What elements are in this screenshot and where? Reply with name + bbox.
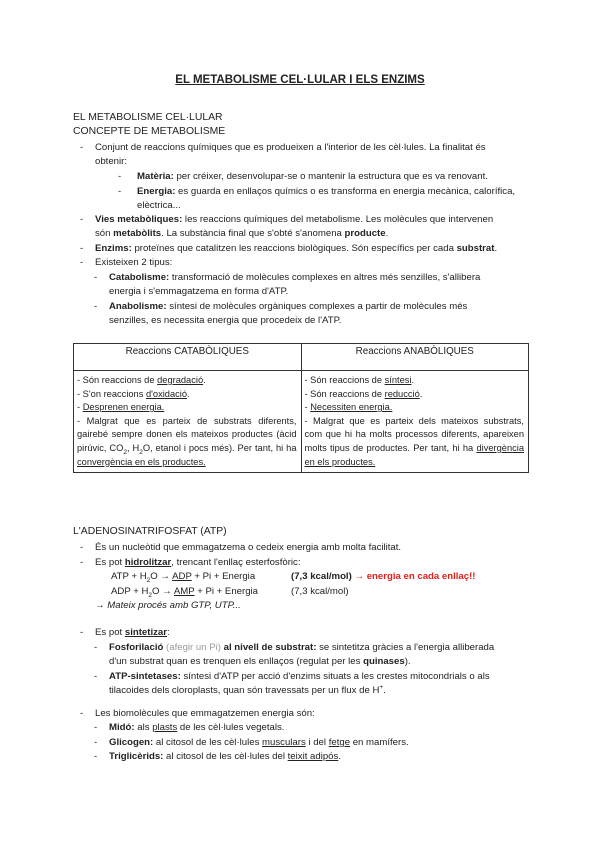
bullet-anabolisme-line2: senzilles, es necessita energia que procedeix de l'ATP.	[109, 315, 342, 326]
bullet-dash: -	[94, 722, 98, 733]
bullet-dash: -	[80, 214, 84, 225]
bullet-conjunt-line1: Conjunt de reaccions químiques que es produeixen a l'interior de les cèl·lules. La finalitat és	[95, 142, 486, 153]
table-cell-anabolic: - Són reaccions de síntesi. - Són reaccions de reducció. - Necessiten energia. - Malgrat que es parteix dels mateixos substrats, com que hi ha molts processos diferents, apareixen molts tipus de productes. Per tant, hi ha divergència en els productes.	[301, 371, 529, 473]
bullet-energia-line2: elèctrica...	[137, 200, 181, 211]
bullet-nucleotid: És un nucleòtid que emmagatzema o cedeix energia amb molta facilitat.	[95, 542, 402, 553]
document-title: EL METABOLISME CEL·LULAR I ELS ENZIMS	[175, 74, 425, 86]
bullet-dash: -	[118, 186, 122, 197]
bullet-tipus: Existeixen 2 tipus:	[95, 257, 173, 268]
subheading-concepte: CONCEPTE DE METABOLISME	[73, 126, 226, 137]
section-heading-metabolisme: EL METABOLISME CEL·LULAR	[73, 112, 223, 123]
bullet-fosforilacio: Fosforilació (afegir un Pi) al nivell de substrat: se sintetitza gràcies a l'energia alliberada	[109, 642, 495, 653]
table-header-catabolic: Reaccions CATABÒLIQUES	[74, 344, 302, 371]
equation-atp: ATP + $H_2O$ → ADP + Pi + Energia	[111, 571, 256, 584]
table-header-anabolic: Reaccions ANABÒLIQUES	[301, 344, 529, 371]
bullet-dash: -	[80, 557, 84, 568]
bullet-glicogen: Glicogen: al citosol de les cèl·lules musculars i del fetge en mamífers.	[109, 737, 409, 748]
bullet-materia: Matèria: per créixer, desenvolupar-se o mantenir la estructura que es va renovant.	[137, 171, 488, 182]
bullet-catabolisme: Catabolisme: transformació de molècules complexes en altres més senzilles, s'allibera	[109, 272, 481, 283]
bullet-dash: -	[80, 243, 84, 254]
bullet-energia: Energia: es guarda en enllaços químics o es transforma en energia mecànica, calorífica,	[137, 186, 516, 197]
bullet-dash: -	[94, 671, 98, 682]
bullet-triglicerids: Triglicèrids: al citosol de les cèl·lules del teixit adipós.	[109, 751, 341, 762]
bullet-dash: -	[118, 171, 122, 182]
bullet-dash: -	[94, 272, 98, 283]
bullet-atp-sintetases-line2: tilacoides dels cloroplasts, quan són travessats per un flux de H+.	[109, 683, 386, 696]
bullet-dash: -	[94, 642, 98, 653]
bullet-sintetizar: Es pot sintetizar:	[95, 627, 170, 638]
equation-adp-energy: (7,3 kcal/mol)	[291, 586, 349, 597]
bullet-catabolisme-line2: energia i s'emmagatzema en forma d'ATP.	[109, 286, 289, 297]
bullet-enzims: Enzims: proteïnes que catalitzen les reaccions biològiques. Són específics per cada substrat.	[95, 243, 498, 254]
reactions-table	[73, 343, 529, 473]
bullet-dash: -	[94, 751, 98, 762]
bullet-dash: -	[80, 542, 84, 553]
bullet-vies-line2: són metabòlits. La substància final que s'obté s'anomena producte.	[95, 228, 389, 239]
bullet-dash: -	[80, 708, 84, 719]
bullet-conjunt-line2: obtenir:	[95, 156, 127, 167]
bullet-vies: Vies metabòliques: les reaccions químiques del metabolisme. Les molècules que intervenen	[95, 214, 494, 225]
table-cell-catabolic: - Són reaccions de degradació. - S'on reaccions d'oxidació. - Desprenen energia. - Malgrat que es parteix de substrats diferents, gairebé sempre donen els mateixos productes (àcid pirúvic, $CO_2$, $H_2O$, etanol i pocs més). Per tant, hi ha convergència en els productes.	[74, 371, 302, 473]
equation-atp-energy: (7,3 kcal/mol) → energia en cada enllaç!!	[291, 571, 476, 582]
bullet-dash: -	[80, 627, 84, 638]
bullet-hidrolitzar: Es pot hidrolitzar, trencant l'enllaç esterfosfòric:	[95, 557, 301, 568]
bullet-atp-sintetases: ATP-sintetases: síntesi d'ATP per acció d'enzims situats a les crestes mitocondrials o als	[109, 671, 490, 682]
section-heading-atp: L'ADENOSINATRIFOSFAT (ATP)	[73, 526, 227, 537]
note-same-process: → Mateix procés amb GTP, UTP...	[95, 600, 241, 611]
bullet-dash: -	[94, 301, 98, 312]
bullet-dash: -	[80, 142, 84, 153]
equation-adp: ADP + $H_2O$ → AMP + Pi + Energia	[111, 586, 258, 599]
bullet-mido: Midó: als plasts de les cèl·lules vegetals.	[109, 722, 285, 733]
bullet-anabolisme: Anabolisme: síntesi de molècules orgàniques complexes a partir de molècules més	[109, 301, 468, 312]
bullet-biomolecules: Les biomolècules que emmagatzemen energia són:	[95, 708, 315, 719]
bullet-dash: -	[94, 737, 98, 748]
bullet-dash: -	[80, 257, 84, 268]
bullet-fosforilacio-line2: d'un substrat quan es trenquen els enllaços (regulat per les quinases).	[109, 656, 411, 667]
